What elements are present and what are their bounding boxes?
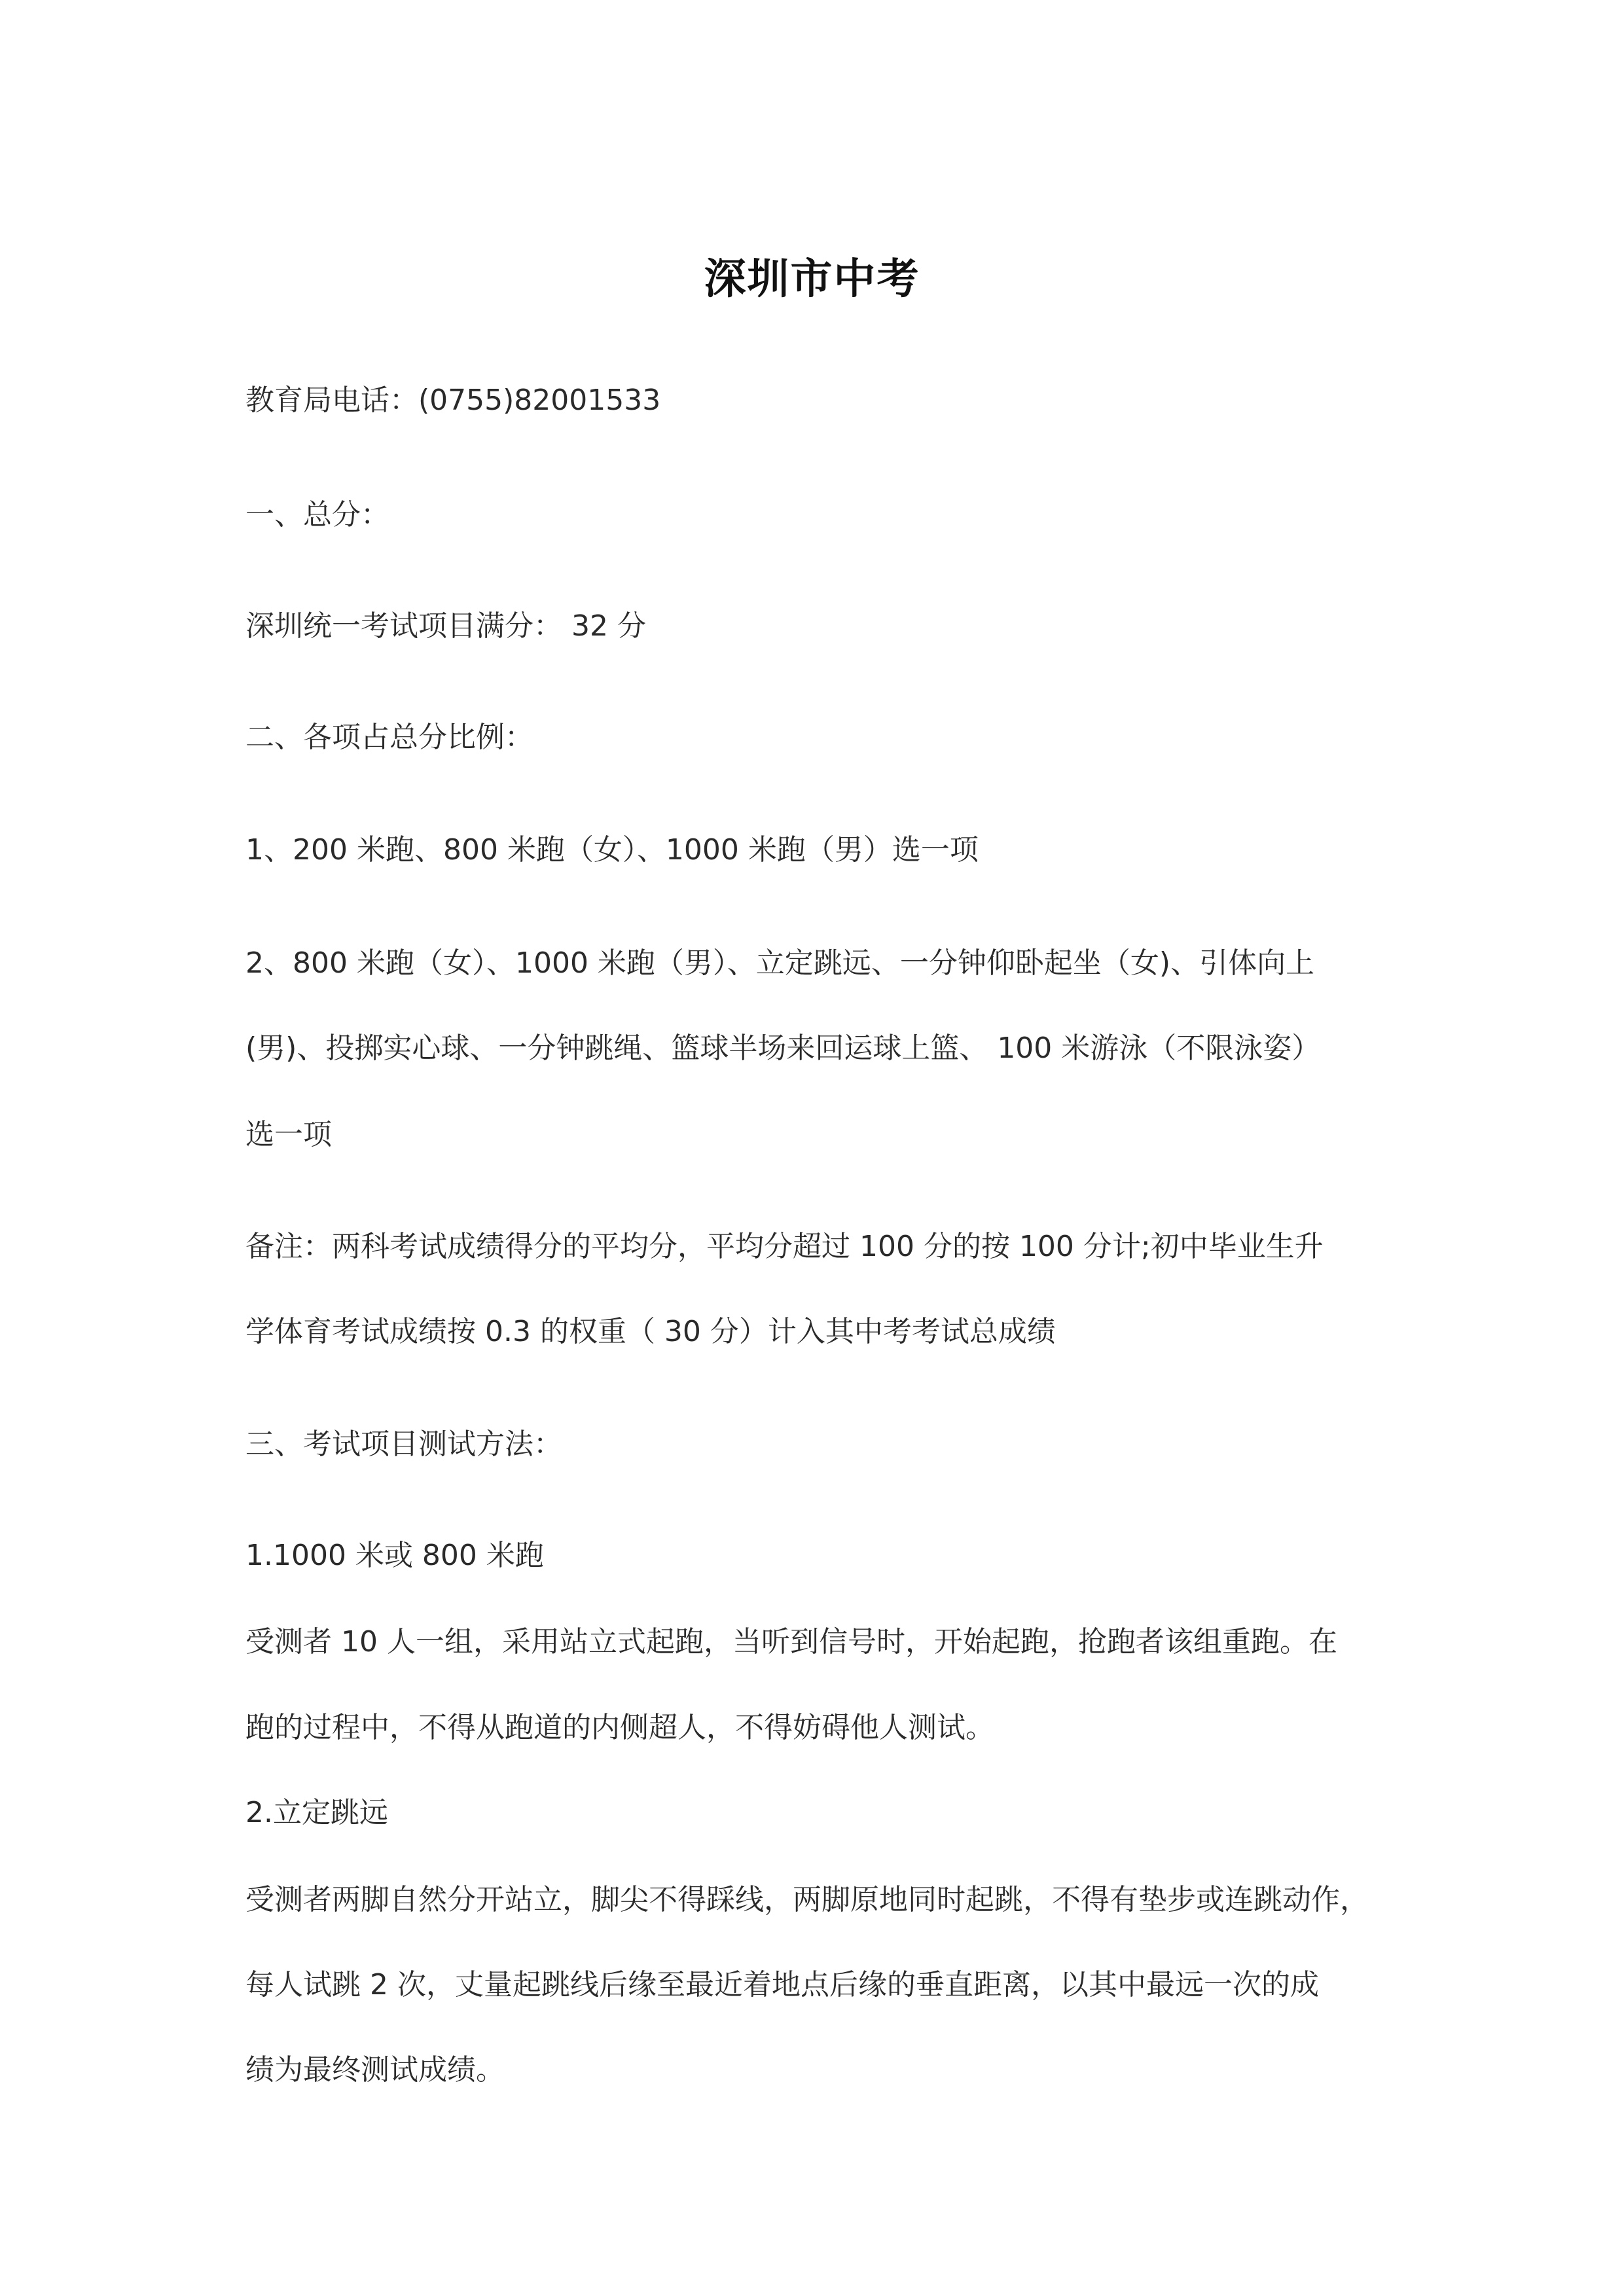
page-title: 深圳市中考 [704, 255, 920, 304]
jump-test-title: 2.立定跳远 [245, 1796, 388, 1829]
proportion-item-2-line-1: 2、800 米跑（女）、1000 米跑（男）、立定跳远、一分钟仰卧起坐（女)、引体向上 [245, 946, 1315, 980]
section-2-heading: 二、各项占总分比例： [245, 721, 533, 754]
section-1-heading: 一、总分： [245, 498, 389, 531]
proportion-item-2-line-3: 选一项 [245, 1118, 332, 1151]
run-test-line-1: 受测者 10 人一组，采用站立式起跑，当听到信号时，开始起跑，抢跑者该组重跑。在 [245, 1625, 1337, 1659]
section-3-heading: 三、考试项目测试方法： [245, 1427, 562, 1461]
note-line-1: 备注：两科考试成绩得分的平均分，平均分超过 100 分的按 100 分计;初中毕业生升 [245, 1230, 1324, 1263]
jump-test-line-1: 受测者两脚自然分开站立，脚尖不得踩线，两脚原地同时起跳，不得有垫步或连跳动作， [245, 1883, 1369, 1916]
jump-test-line-3: 绩为最终测试成绩。 [245, 2053, 505, 2087]
run-test-line-2: 跑的过程中，不得从跑道的内侧超人，不得妨碍他人测试。 [245, 1711, 994, 1744]
phone-label: 教育局电话： [245, 384, 418, 417]
note-line-2: 学体育考试成绩按 0.3 的权重（ 30 分）计入其中考考试总成绩 [245, 1315, 1056, 1348]
phone-line [245, 376, 660, 418]
total-score-line: 深圳统一考试项目满分： 32 分 [245, 609, 646, 643]
run-test-title: 1.1000 米或 800 米跑 [245, 1539, 544, 1572]
jump-test-line-2: 每人试跳 2 次，丈量起跳线后缘至最近着地点后缘的垂直距离，以其中最远一次的成 [245, 1968, 1319, 2001]
proportion-item-2-line-2: (男)、投掷实心球、一分钟跳绳、篮球半场来回运球上篮、 100 米游泳（不限泳姿） [245, 1031, 1321, 1065]
phone-number: (0755)82001533 [418, 384, 661, 417]
proportion-item-1: 1、200 米跑、800 米跑（女）、1000 米跑（男）选一项 [245, 833, 979, 867]
